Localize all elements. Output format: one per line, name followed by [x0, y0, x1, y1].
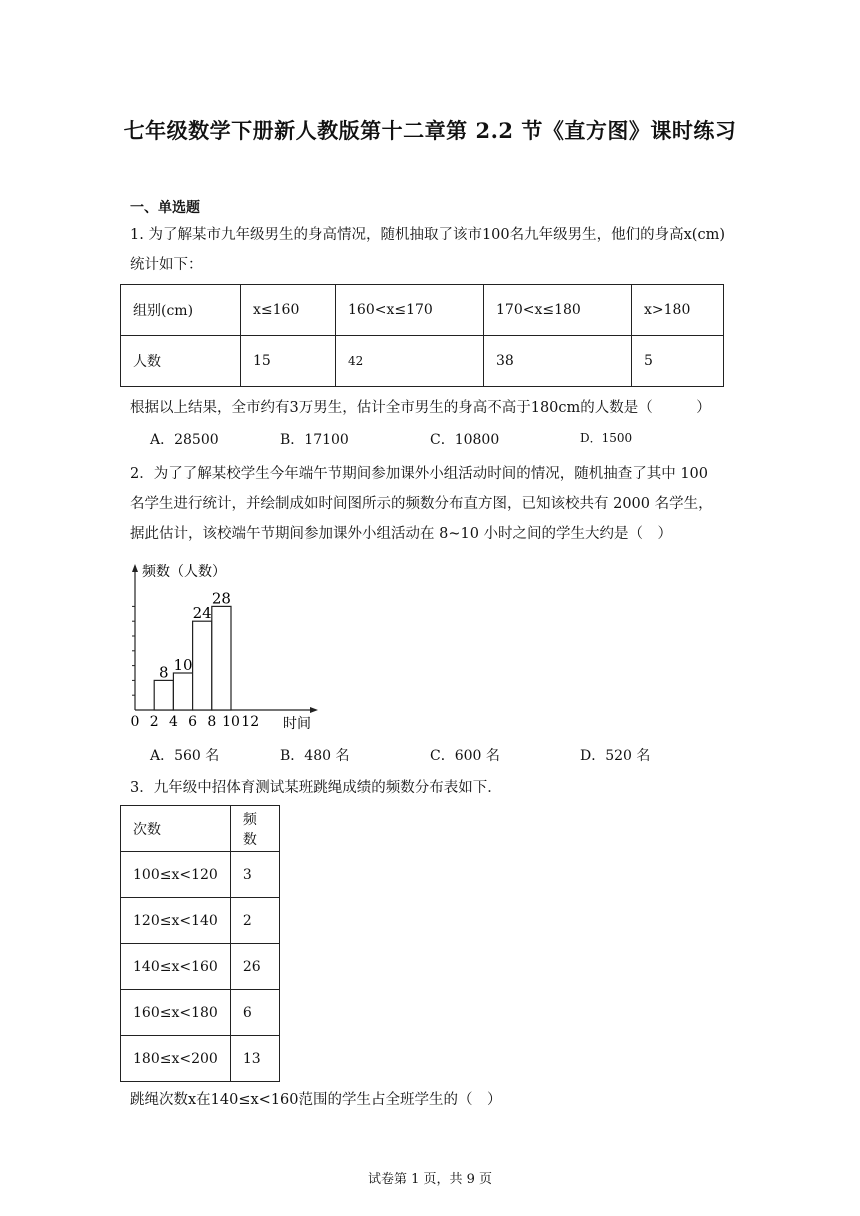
option-c[interactable]: C．10800: [430, 432, 500, 448]
bar-value-label: 8: [159, 663, 169, 682]
table-row: [121, 990, 280, 1036]
table-row: [121, 336, 724, 387]
table-cell: 42: [336, 336, 484, 387]
question-2: [130, 459, 750, 549]
table-cell: 3: [230, 852, 279, 898]
question-2-line-3: 据此估计，该校端午节期间参加课外小组活动在 8~10 小时之间的学生大约是（ ）: [130, 526, 673, 542]
table-cell: 5: [632, 336, 724, 387]
question-1-line-2: 统计如下：: [130, 257, 203, 273]
table-cell: 频数: [230, 806, 279, 852]
table-cell: 人数: [121, 336, 241, 387]
x-axis-title: 时间: [283, 716, 311, 732]
y-axis-title: 频数（人数）: [142, 564, 226, 580]
section-heading: 一、单选题: [130, 200, 200, 216]
table-cell: 6: [230, 990, 279, 1036]
table-cell: 次数: [121, 806, 231, 852]
x-tick-label: 12: [241, 714, 260, 730]
y-axis-arrow-icon: [132, 564, 138, 572]
x-tick-label: 6: [188, 714, 198, 730]
option-b[interactable]: B．17100: [280, 432, 349, 448]
page-footer: 试卷第 1 页，共 9 页: [367, 1172, 493, 1187]
question-3: [130, 773, 730, 803]
bar-value-label: 28: [211, 589, 231, 608]
table-row: [121, 898, 280, 944]
x-tick-label: 4: [168, 714, 178, 730]
option-d[interactable]: D．520 名: [580, 748, 651, 764]
histogram-chart: [120, 560, 340, 735]
table-cell: x>180: [632, 285, 724, 336]
question-3-line-1: 3．九年级中招体育测试某班跳绳成绩的频数分布表如下．: [130, 780, 502, 796]
table-cell: 180≤x<200: [121, 1036, 231, 1082]
x-tick-label: 10: [222, 714, 240, 730]
table-row: [121, 944, 280, 990]
table-cell: 160≤x<180: [121, 990, 231, 1036]
histogram-bar: [173, 673, 192, 710]
option-a[interactable]: A．560 名: [150, 748, 220, 764]
x-tick-label: 8: [207, 714, 217, 730]
table-cell: 15: [241, 336, 336, 387]
jump-rope-table: [120, 805, 280, 1082]
table-row: [121, 806, 280, 852]
histogram-bar: [212, 606, 231, 710]
x-axis-arrow-icon: [310, 707, 318, 713]
histogram-bar: [154, 680, 173, 710]
table-cell: 26: [230, 944, 279, 990]
question-1-line-1: 1. 为了解某市九年级男生的身高情况，随机抽取了该市100名九年级男生，他们的身高x(cm): [130, 227, 725, 243]
table-cell: 组别(cm): [121, 285, 241, 336]
table-row: [121, 1036, 280, 1082]
table-cell: 100≤x<120: [121, 852, 231, 898]
option-d[interactable]: D．1500: [580, 431, 633, 445]
bar-value-label: 24: [192, 604, 212, 623]
x-tick-label: 2: [149, 714, 159, 730]
table-cell: 140≤x<160: [121, 944, 231, 990]
table-cell: 170<x≤180: [484, 285, 632, 336]
bar-value-label: 10: [173, 656, 193, 674]
table-cell: 2: [230, 898, 279, 944]
x-tick-label: 0: [130, 714, 140, 730]
option-a[interactable]: A．28500: [150, 432, 219, 448]
option-b[interactable]: B．480 名: [280, 748, 350, 764]
table-cell: x≤160: [241, 285, 336, 336]
chart-layer: [131, 563, 318, 732]
question-1: [130, 220, 730, 280]
height-table: [120, 284, 724, 387]
page-title: 七年级数学下册新人教版第十二章第 2.2 节《直方图》课时练习: [123, 118, 737, 143]
table-row: [121, 285, 724, 336]
question-3-stem-end: 跳绳次数x在140≤x<160范围的学生占全班学生的（ ）: [130, 1092, 502, 1108]
question-2-line-2: 名学生进行统计，并绘制成如时间图所示的频数分布直方图，已知该校共有 2000 名学生，: [130, 496, 713, 512]
table-cell: 160<x≤170: [336, 285, 484, 336]
table-row: [121, 852, 280, 898]
question-1-stem-end: 根据以上结果，全市约有3万男生，估计全市男生的身高不高于180cm的人数是（ ）: [130, 400, 711, 416]
table-cell: 120≤x<140: [121, 898, 231, 944]
table-cell: 38: [484, 336, 632, 387]
table-cell: 13: [230, 1036, 279, 1082]
option-c[interactable]: C．600 名: [430, 748, 500, 764]
question-2-line-1: 2．为了了解某校学生今年端午节期间参加课外小组活动时间的情况，随机抽查了其中 100: [130, 466, 709, 482]
histogram-bar: [193, 621, 212, 710]
